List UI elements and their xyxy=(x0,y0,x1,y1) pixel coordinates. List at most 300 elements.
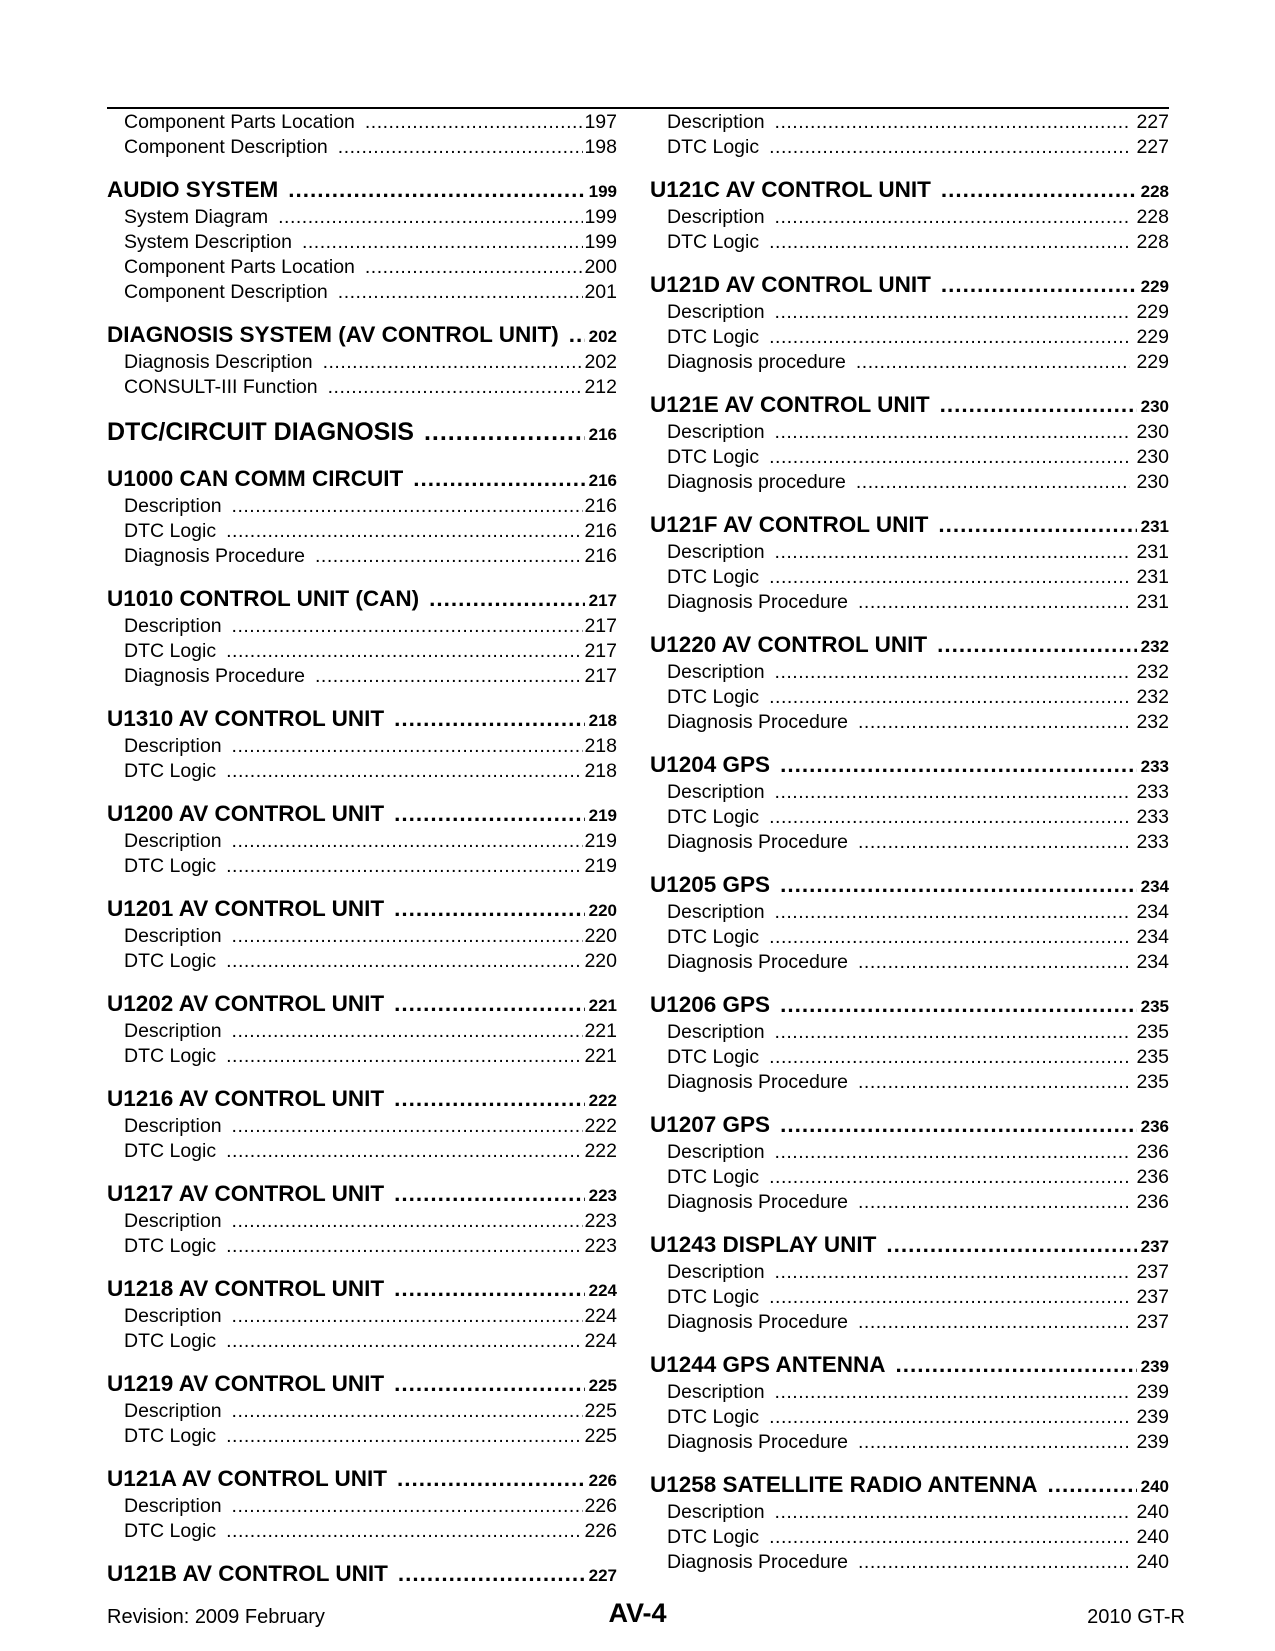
toc-entry-label: AUDIO SYSTEM xyxy=(107,177,279,202)
toc-entry-page: 225 xyxy=(584,1400,617,1422)
page-number: AV-4 xyxy=(608,1598,667,1628)
toc-section-heading[interactable] xyxy=(650,990,1169,1020)
toc-entry-label: DTC Logic xyxy=(124,760,217,782)
toc-section-heading[interactable] xyxy=(107,320,617,350)
toc-column-right xyxy=(650,110,1169,1575)
dot-leader xyxy=(775,540,1131,565)
toc-entry-page: 236 xyxy=(1136,1191,1169,1213)
dot-leader xyxy=(775,1140,1131,1165)
toc-section-heading[interactable] xyxy=(650,630,1169,660)
toc-entry-page: 202 xyxy=(588,327,617,346)
toc-entry-page: 216 xyxy=(584,545,617,567)
dot-leader xyxy=(780,870,1137,900)
toc-subentry[interactable] xyxy=(107,110,617,135)
dot-leader xyxy=(232,1019,584,1044)
toc-entry-label: DTC Logic xyxy=(124,950,217,972)
dot-leader xyxy=(226,1044,583,1069)
toc-entry-label: DTC Logic xyxy=(124,1045,217,1067)
toc-section-heading[interactable] xyxy=(107,584,617,614)
toc-entry-page: 239 xyxy=(1136,1431,1169,1453)
toc-entry-page: 217 xyxy=(584,640,617,662)
toc-subentry[interactable] xyxy=(107,1139,617,1164)
toc-subentry[interactable] xyxy=(107,1494,617,1519)
toc-subentry[interactable] xyxy=(107,664,617,689)
toc-entry-page: 199 xyxy=(584,231,617,253)
toc-subentry[interactable] xyxy=(650,110,1169,135)
toc-entry-page: 222 xyxy=(584,1140,617,1162)
toc-entry-page: 229 xyxy=(1136,326,1169,348)
toc-column-left xyxy=(107,110,617,1589)
dot-leader xyxy=(232,494,584,519)
dot-leader xyxy=(394,1369,584,1399)
toc-entry-page: 232 xyxy=(1136,711,1169,733)
toc-subentry[interactable] xyxy=(107,854,617,879)
dot-leader xyxy=(780,750,1137,780)
toc-subentry[interactable] xyxy=(650,900,1169,925)
toc-subentry[interactable] xyxy=(650,135,1169,160)
dot-leader xyxy=(288,175,584,205)
toc-entry-label: Component Parts Location xyxy=(124,256,355,278)
toc-entry-page: 218 xyxy=(588,711,617,730)
dot-leader xyxy=(232,1494,584,1519)
dot-leader xyxy=(226,1234,583,1259)
toc-entry-label: Diagnosis Procedure xyxy=(667,1071,849,1093)
toc-entry-page: 227 xyxy=(1136,111,1169,133)
toc-entry-page: 220 xyxy=(584,950,617,972)
toc-subentry[interactable] xyxy=(650,1500,1169,1525)
toc-section-heading[interactable] xyxy=(107,1464,617,1494)
toc-entry-page: 235 xyxy=(1136,1071,1169,1093)
toc-entry-label: Diagnosis Procedure xyxy=(667,1311,849,1333)
toc-entry-page: 232 xyxy=(1136,661,1169,683)
dot-leader xyxy=(226,1329,583,1354)
dot-leader xyxy=(858,1430,1130,1455)
toc-subentry[interactable] xyxy=(650,805,1169,830)
toc-subentry[interactable] xyxy=(650,1430,1169,1455)
toc-entry-page: 199 xyxy=(588,182,617,201)
toc-subentry[interactable] xyxy=(650,830,1169,855)
toc-subentry[interactable] xyxy=(107,350,617,375)
toc-entry-page: 229 xyxy=(1136,351,1169,373)
toc-subentry[interactable] xyxy=(107,494,617,519)
toc-section-heading[interactable] xyxy=(650,1110,1169,1140)
toc-entry-label: U1220 AV CONTROL UNIT xyxy=(650,632,928,657)
dot-leader xyxy=(226,949,583,974)
toc-entry-page: 232 xyxy=(1136,686,1169,708)
toc-subentry[interactable] xyxy=(107,205,617,230)
dot-leader xyxy=(226,1519,583,1544)
toc-entry-page: 228 xyxy=(1136,206,1169,228)
toc-entry-label: U1010 CONTROL UNIT (CAN) xyxy=(107,586,420,611)
toc-entry-label: DTC Logic xyxy=(124,1425,217,1447)
toc-subentry[interactable] xyxy=(650,925,1169,950)
toc-entry-page: 221 xyxy=(584,1020,617,1042)
toc-entry-page: 224 xyxy=(584,1330,617,1352)
model-text: 2010 GT-R xyxy=(1087,1606,1185,1628)
dot-leader xyxy=(775,420,1131,445)
toc-entry-label: Description xyxy=(667,781,765,803)
toc-entry-label: U1244 GPS ANTENNA xyxy=(650,1352,886,1377)
toc-subentry[interactable] xyxy=(107,1329,617,1354)
toc-subentry[interactable] xyxy=(107,614,617,639)
toc-entry-label: U121B AV CONTROL UNIT xyxy=(107,1561,388,1586)
toc-entry-page: 231 xyxy=(1140,517,1169,536)
toc-subentry[interactable] xyxy=(650,1310,1169,1335)
dot-leader xyxy=(394,1084,584,1114)
toc-subentry[interactable] xyxy=(650,350,1169,375)
dot-leader xyxy=(394,704,584,734)
dot-leader xyxy=(769,230,1130,255)
dot-leader xyxy=(938,510,1136,540)
toc-entry-page: 232 xyxy=(1140,637,1169,656)
dot-leader xyxy=(858,950,1130,975)
toc-subentry[interactable] xyxy=(650,1285,1169,1310)
dot-leader xyxy=(775,1380,1131,1405)
toc-entry-label: Description xyxy=(124,1115,222,1137)
dot-leader xyxy=(232,734,584,759)
toc-entry-label: DTC Logic xyxy=(124,1330,217,1352)
toc-subentry[interactable] xyxy=(650,660,1169,685)
toc-entry-page: 240 xyxy=(1136,1501,1169,1523)
toc-entry-label: U1202 AV CONTROL UNIT xyxy=(107,991,385,1016)
toc-entry-label: DTC Logic xyxy=(667,1286,760,1308)
toc-subentry[interactable] xyxy=(107,734,617,759)
toc-section-heading[interactable] xyxy=(650,1350,1169,1380)
toc-section-heading[interactable] xyxy=(650,510,1169,540)
toc-subentry[interactable] xyxy=(107,544,617,569)
toc-subentry[interactable] xyxy=(650,685,1169,710)
toc-subentry[interactable] xyxy=(107,1019,617,1044)
toc-entry-label: Diagnosis Procedure xyxy=(667,591,849,613)
toc-entry-label: U1207 GPS xyxy=(650,1112,771,1137)
toc-entry-page: 239 xyxy=(1136,1406,1169,1428)
toc-entry-label: U1204 GPS xyxy=(650,752,771,777)
dot-leader xyxy=(232,1114,584,1139)
toc-entry-page: 224 xyxy=(584,1305,617,1327)
toc-entry-label: Description xyxy=(124,735,222,757)
revision-text: Revision: 2009 February xyxy=(107,1606,325,1628)
toc-subentry[interactable] xyxy=(650,1190,1169,1215)
dot-leader xyxy=(775,1020,1131,1045)
toc-subentry[interactable] xyxy=(107,375,617,400)
toc-subentry[interactable] xyxy=(107,519,617,544)
toc-entry-label: U1200 AV CONTROL UNIT xyxy=(107,801,385,826)
toc-subentry[interactable] xyxy=(650,1140,1169,1165)
toc-subentry[interactable] xyxy=(650,325,1169,350)
dot-leader xyxy=(886,1230,1136,1260)
toc-subentry[interactable] xyxy=(650,565,1169,590)
toc-entry-label: Description xyxy=(124,1210,222,1232)
toc-entry-label: DTC/CIRCUIT DIAGNOSIS xyxy=(107,418,414,446)
toc-subentry[interactable] xyxy=(107,255,617,280)
toc-subentry[interactable] xyxy=(107,1114,617,1139)
dot-leader xyxy=(769,1165,1130,1190)
toc-entry-label: System Diagram xyxy=(124,206,269,228)
toc-subentry[interactable] xyxy=(650,300,1169,325)
toc-entry-label: DTC Logic xyxy=(124,1520,217,1542)
dot-leader xyxy=(226,1424,583,1449)
toc-section-heading[interactable] xyxy=(107,1559,617,1589)
toc-entry-label: Description xyxy=(124,1305,222,1327)
toc-entry-page: 221 xyxy=(588,996,617,1015)
toc-entry-page: 216 xyxy=(588,471,617,490)
toc-entry-page: 237 xyxy=(1136,1311,1169,1333)
dot-leader xyxy=(780,990,1137,1020)
dot-leader xyxy=(226,854,583,879)
toc-entry-page: 221 xyxy=(584,1045,617,1067)
dot-leader xyxy=(941,175,1137,205)
dot-leader xyxy=(769,135,1130,160)
toc-subentry[interactable] xyxy=(650,710,1169,735)
toc-entry-page: 236 xyxy=(1136,1141,1169,1163)
dot-leader xyxy=(769,1285,1130,1310)
toc-subentry[interactable] xyxy=(650,205,1169,230)
toc-subentry[interactable] xyxy=(107,759,617,784)
toc-entry-page: 217 xyxy=(588,591,617,610)
header-rule xyxy=(107,107,1169,109)
toc-entry-label: Component Parts Location xyxy=(124,111,355,133)
toc-entry-page: 231 xyxy=(1136,541,1169,563)
toc-subentry[interactable] xyxy=(107,949,617,974)
toc-subentry[interactable] xyxy=(107,639,617,664)
dot-leader xyxy=(775,660,1131,685)
toc-entry-page: 218 xyxy=(584,735,617,757)
toc-section-heading[interactable] xyxy=(107,1084,617,1114)
toc-entry-label: Description xyxy=(667,1501,765,1523)
toc-entry-page: 223 xyxy=(584,1210,617,1232)
dot-leader xyxy=(1048,1470,1137,1500)
toc-entry-page: 217 xyxy=(584,615,617,637)
toc-entry-page: 226 xyxy=(584,1520,617,1542)
toc-entry-page: 233 xyxy=(1136,831,1169,853)
toc-entry-page: 233 xyxy=(1136,806,1169,828)
toc-subentry[interactable] xyxy=(107,280,617,305)
dot-leader xyxy=(858,710,1130,735)
toc-subentry[interactable] xyxy=(107,230,617,255)
toc-entry-label: Description xyxy=(667,661,765,683)
dot-leader xyxy=(895,1350,1136,1380)
toc-section-heading[interactable] xyxy=(107,1274,617,1304)
toc-subentry[interactable] xyxy=(650,780,1169,805)
toc-subentry[interactable] xyxy=(650,950,1169,975)
dot-leader xyxy=(775,900,1131,925)
toc-entry-page: 201 xyxy=(584,281,617,303)
dot-leader xyxy=(232,1304,584,1329)
dot-leader xyxy=(941,270,1137,300)
dot-leader xyxy=(315,664,583,689)
toc-section-heading[interactable] xyxy=(107,175,617,205)
toc-entry-label: Diagnosis Procedure xyxy=(667,951,849,973)
toc-section-heading[interactable] xyxy=(650,870,1169,900)
toc-entry-page: 227 xyxy=(1136,136,1169,158)
toc-entry-label: Description xyxy=(667,206,765,228)
toc-subentry[interactable] xyxy=(650,420,1169,445)
toc-subentry[interactable] xyxy=(107,924,617,949)
toc-subentry[interactable] xyxy=(650,1165,1169,1190)
toc-entry-label: DTC Logic xyxy=(124,855,217,877)
toc-entry-label: DTC Logic xyxy=(667,566,760,588)
dot-leader xyxy=(338,135,584,160)
toc-entry-page: 216 xyxy=(584,495,617,517)
toc-entry-label: Description xyxy=(667,1021,765,1043)
toc-section-heading[interactable] xyxy=(650,750,1169,780)
toc-entry-label: Diagnosis Description xyxy=(124,351,313,373)
dot-leader xyxy=(858,1070,1130,1095)
toc-section-heading[interactable] xyxy=(107,464,617,494)
dot-leader xyxy=(394,989,584,1019)
dot-leader xyxy=(858,590,1130,615)
toc-section-heading[interactable] xyxy=(107,989,617,1019)
page-footer xyxy=(0,1598,1275,1638)
toc-entry-page: 224 xyxy=(588,1281,617,1300)
toc-entry-label: Description xyxy=(667,541,765,563)
dot-leader xyxy=(769,565,1130,590)
toc-entry-label: DIAGNOSIS SYSTEM (AV CONTROL UNIT) xyxy=(107,322,559,347)
dot-leader xyxy=(858,1550,1130,1575)
toc-subentry[interactable] xyxy=(107,829,617,854)
toc-subentry[interactable] xyxy=(650,470,1169,495)
dot-leader xyxy=(394,1179,584,1209)
toc-entry-label: DTC Logic xyxy=(667,1046,760,1068)
dot-leader xyxy=(226,519,583,544)
dot-leader xyxy=(226,1139,583,1164)
toc-subentry[interactable] xyxy=(107,1234,617,1259)
dot-leader xyxy=(780,1110,1137,1140)
toc-entry-label: Description xyxy=(667,421,765,443)
toc-entry-label: Description xyxy=(667,1261,765,1283)
dot-leader xyxy=(769,685,1130,710)
toc-entry-page: 228 xyxy=(1136,231,1169,253)
toc-entry-label: Diagnosis Procedure xyxy=(124,665,306,687)
toc-entry-page: 225 xyxy=(584,1425,617,1447)
toc-entry-label: U121F AV CONTROL UNIT xyxy=(650,512,929,537)
dot-leader xyxy=(232,614,584,639)
dot-leader xyxy=(775,110,1131,135)
dot-leader xyxy=(394,894,584,924)
toc-entry-label: Description xyxy=(667,901,765,923)
toc-section-heading[interactable] xyxy=(650,390,1169,420)
toc-entry-label: Description xyxy=(667,1381,765,1403)
toc-entry-label: DTC Logic xyxy=(124,1235,217,1257)
toc-subentry[interactable] xyxy=(650,1550,1169,1575)
toc-subentry[interactable] xyxy=(107,1209,617,1234)
toc-subentry[interactable] xyxy=(650,590,1169,615)
toc-subentry[interactable] xyxy=(107,1399,617,1424)
toc-entry-page: 219 xyxy=(584,830,617,852)
toc-subentry[interactable] xyxy=(107,1519,617,1544)
toc-subentry[interactable] xyxy=(650,445,1169,470)
toc-entry-label: Diagnosis Procedure xyxy=(667,1431,849,1453)
toc-entry-page: 228 xyxy=(1140,182,1169,201)
toc-entry-label: U1000 CAN COMM CIRCUIT xyxy=(107,466,404,491)
toc-entry-label: Description xyxy=(124,495,222,517)
toc-entry-page: 240 xyxy=(1136,1526,1169,1548)
toc-entry-label: Diagnosis Procedure xyxy=(667,1551,849,1573)
toc-entry-label: U1205 GPS xyxy=(650,872,771,897)
dot-leader xyxy=(315,544,583,569)
toc-entry-label: CONSULT-III Function xyxy=(124,376,318,398)
toc-entry-page: 222 xyxy=(584,1115,617,1137)
dot-leader xyxy=(302,230,583,255)
toc-entry-label: Diagnosis Procedure xyxy=(124,545,306,567)
dot-leader xyxy=(775,205,1131,230)
dot-leader xyxy=(775,1500,1131,1525)
toc-section-heading[interactable] xyxy=(107,1179,617,1209)
toc-subentry[interactable] xyxy=(650,230,1169,255)
toc-subentry[interactable] xyxy=(107,1304,617,1329)
toc-subentry[interactable] xyxy=(650,1405,1169,1430)
toc-entry-label: DTC Logic xyxy=(124,1140,217,1162)
toc-entry-label: Description xyxy=(667,301,765,323)
toc-entry-label: Diagnosis Procedure xyxy=(667,831,849,853)
toc-entry-page: 234 xyxy=(1136,926,1169,948)
toc-entry-page: 229 xyxy=(1140,277,1169,296)
toc-subentry[interactable] xyxy=(650,1525,1169,1550)
dot-leader xyxy=(769,325,1130,350)
dot-leader xyxy=(775,780,1131,805)
toc-entry-label: Description xyxy=(124,925,222,947)
toc-entry-label: Description xyxy=(667,1141,765,1163)
toc-entry-label: U1218 AV CONTROL UNIT xyxy=(107,1276,385,1301)
toc-entry-page: 226 xyxy=(588,1471,617,1490)
dot-leader xyxy=(856,470,1131,495)
toc-entry-label: DTC Logic xyxy=(667,1166,760,1188)
toc-section-heading[interactable] xyxy=(107,894,617,924)
toc-entry-page: 235 xyxy=(1136,1046,1169,1068)
toc-entry-label: Diagnosis procedure xyxy=(667,351,846,373)
toc-entry-label: U1310 AV CONTROL UNIT xyxy=(107,706,385,731)
dot-leader xyxy=(769,1045,1130,1070)
toc-subentry[interactable] xyxy=(107,135,617,160)
toc-section-heading[interactable] xyxy=(650,270,1169,300)
toc-entry-label: DTC Logic xyxy=(667,231,760,253)
toc-section-heading[interactable] xyxy=(107,415,617,449)
toc-subentry[interactable] xyxy=(650,1260,1169,1285)
toc-entry-page: 219 xyxy=(588,806,617,825)
toc-entry-page: 226 xyxy=(584,1495,617,1517)
toc-entry-page: 233 xyxy=(1136,781,1169,803)
toc-section-heading[interactable] xyxy=(107,704,617,734)
toc-subentry[interactable] xyxy=(650,1380,1169,1405)
dot-leader xyxy=(775,300,1131,325)
toc-subentry[interactable] xyxy=(107,1044,617,1069)
toc-subentry[interactable] xyxy=(650,1020,1169,1045)
toc-section-heading[interactable] xyxy=(650,175,1169,205)
toc-entry-page: 200 xyxy=(584,256,617,278)
toc-entry-label: U1217 AV CONTROL UNIT xyxy=(107,1181,385,1206)
toc-subentry[interactable] xyxy=(650,1070,1169,1095)
dot-leader xyxy=(338,280,584,305)
toc-section-heading[interactable] xyxy=(107,799,617,829)
dot-leader xyxy=(858,1190,1130,1215)
toc-entry-page: 212 xyxy=(584,376,617,398)
toc-entry-label: Description xyxy=(124,1020,222,1042)
toc-entry-page: 216 xyxy=(588,425,617,444)
toc-subentry[interactable] xyxy=(650,540,1169,565)
toc-entry-page: 240 xyxy=(1140,1477,1169,1496)
toc-entry-page: 239 xyxy=(1136,1381,1169,1403)
toc-entry-page: 230 xyxy=(1136,421,1169,443)
toc-section-heading[interactable] xyxy=(650,1470,1169,1500)
toc-entry-label: DTC Logic xyxy=(667,686,760,708)
toc-section-heading[interactable] xyxy=(107,1369,617,1399)
toc-section-heading[interactable] xyxy=(650,1230,1169,1260)
toc-entry-page: 229 xyxy=(1136,301,1169,323)
toc-subentry[interactable] xyxy=(107,1424,617,1449)
toc-entry-page: 234 xyxy=(1136,951,1169,973)
toc-subentry[interactable] xyxy=(650,1045,1169,1070)
toc-entry-page: 217 xyxy=(584,665,617,687)
